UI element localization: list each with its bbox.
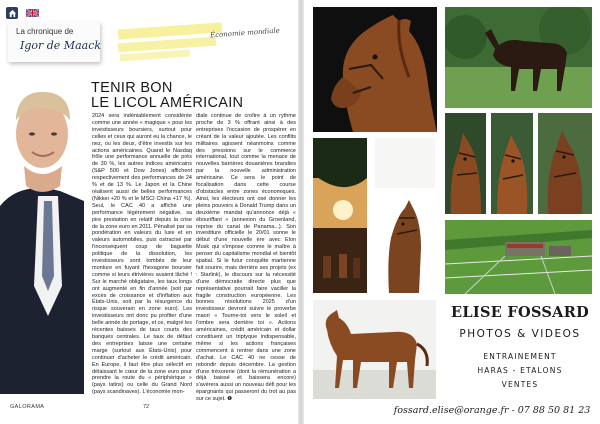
article-column-2 <box>196 113 296 403</box>
column-2-text: diale continue de croître à un rythme proche de 3 % offrant ainsi à des entreprises l'occasion de prospérer en créant de la valeur ajoutée. Les conflits militaires agissent néanmoins comme des pressions sur le commerce international, tout comme la menace de nouvelles barrières douanières brandies par la nouvelle administration américaine. Ce sera le point de focalisation dans cette course d'obstacles entre zones économiques. Ainsi, les électeurs ont osé donner les pleins pouvoirs à Donald Trump dans un deuxième mandat qu'annonce déjà « ébouriffant » (annexion du Groenland, reprise du canal de Panama...). Son investiture officielle le 20/01 sonne le début d'une nouvelle ère avec Elon Musk qui s'impose comme le maître à penser du capitalisme mondial et bientôt spatial. Si le futur conquête martienne fait sourire, mais derrière ses projets (ex : Starlink), le discours sur la nécessité d'une démocratie directe plus que représentative pourrait faire vaciller la fragile construction européenne. Les bonnes résolutions 2025 d'un investisseur devront suivre le proverbe maori « Tourne-toi vers le soleil et l'ombre sera derrière toi ». Actions américaines, crédit américain et dollar constituent un triptyque indispensable, même si les actions françaises commencent à rentrer dans une zone d'achat. Le CAC 40 ne cesse de rebondir depuis décembre. La gestion d'une trésorerie (dont la rémunération a déjà baissé et baissera encore) s'avérera aussi un nouveau défi pour les épargnants qui passeront du trot au pas sur ce sujet. ❶ <box>196 113 296 403</box>
title-line-2: LE LICOL AMÉRICAIN <box>91 95 244 111</box>
page-gutter <box>298 0 304 424</box>
title-line-1: TENIR BON <box>91 80 173 96</box>
column-1-text: 2024 sera indéniablement considérée comme une année « magique » pour les investisseurs boursiers, surtout pour celles et ceux qui auront eu la chance, le nez, ou les deux, d'être investis sur les actions américaines. Quand le Nasdaq frôle une performance annuelle de près de 30 %, les autres indices américains (S&P 500 et Dow Jones) affichent respectivement des performances de 24 % et de 13 %. Le Japon et la Chine réalisent aussi de belles performances (Nikkei +20 % et le MSCI China +17 %). Seul, le CAC 40 a affiché une performance légèrement négative, sa pire prestation en relatif depuis la crise de la zone euro en 2011. Pénalisé par sa pondération en valeurs du luxe et en valeurs automobiles, puis ostracisé par l'inconséquent coup de baguette politique de la dissolution, les investisseurs sont tombés de leur monture en fuyant l'hexagone boursier comme si leurs étrivières avaient lâché ! Sur le marché obligataire, les taux longs ont augmenté en fin d'année (soit par excès de croissance et d'inflation aux États-Unis, soit par la résurgence du risque souverain en zone euro). Les investisseurs ont donc pu profiter d'une belle année de portage, et ce, malgré les récentes baisses de taux courts des banques centrales. Le taux de défaut des entreprises laisse une certaine marge (surtout aux États-Unis) pour continuer d'acheter le crédit américain. En Europe, il faut être plus sélectif en délaissant le cœur de la zone euro pour prendre la route du « périphérique » (pays latins) ou celle du Grand Nord (pays scandinaves). L'économie mon- <box>92 113 192 396</box>
photographer-name: ELISE FOSSARD <box>451 304 589 321</box>
photo-horse-conformation <box>313 300 436 399</box>
photo-horse-head-2 <box>491 113 533 214</box>
service-training: ENTRAINEMENT <box>483 352 557 361</box>
photo-horse-head-closeup <box>313 7 437 132</box>
column-tag-prefix: La chronique de <box>16 27 74 36</box>
uk-flag-icon[interactable] <box>26 9 39 17</box>
photo-foal-portrait <box>375 138 435 293</box>
highlight-stroke <box>118 37 216 53</box>
ad-subtitle: PHOTOS & VIDEOS <box>459 328 581 340</box>
column-author-text: Igor de Maack <box>20 39 102 52</box>
photo-horse-head-1 <box>445 113 486 214</box>
home-icon[interactable] <box>6 7 18 19</box>
column-author <box>20 39 101 52</box>
photo-horse-paddock <box>445 7 592 108</box>
article-title <box>91 81 243 111</box>
page-number: 72 <box>143 404 150 410</box>
article-column-1 <box>92 113 192 396</box>
magazine-name: GALORAMA <box>10 404 45 410</box>
photo-sunset-horses <box>313 138 367 293</box>
service-stud: HARAS - ETALONS <box>477 366 563 375</box>
contact-info[interactable]: fossard.elise@orange.fr - 07 88 50 81 23 <box>393 405 591 416</box>
photo-stud-farm-aerial <box>445 220 592 294</box>
advertisement-page <box>300 0 600 424</box>
service-sales: VENTES <box>501 380 539 389</box>
author-portrait <box>0 86 84 394</box>
section-note: Économie mondiale <box>209 26 281 40</box>
photo-horse-head-3 <box>538 113 592 214</box>
